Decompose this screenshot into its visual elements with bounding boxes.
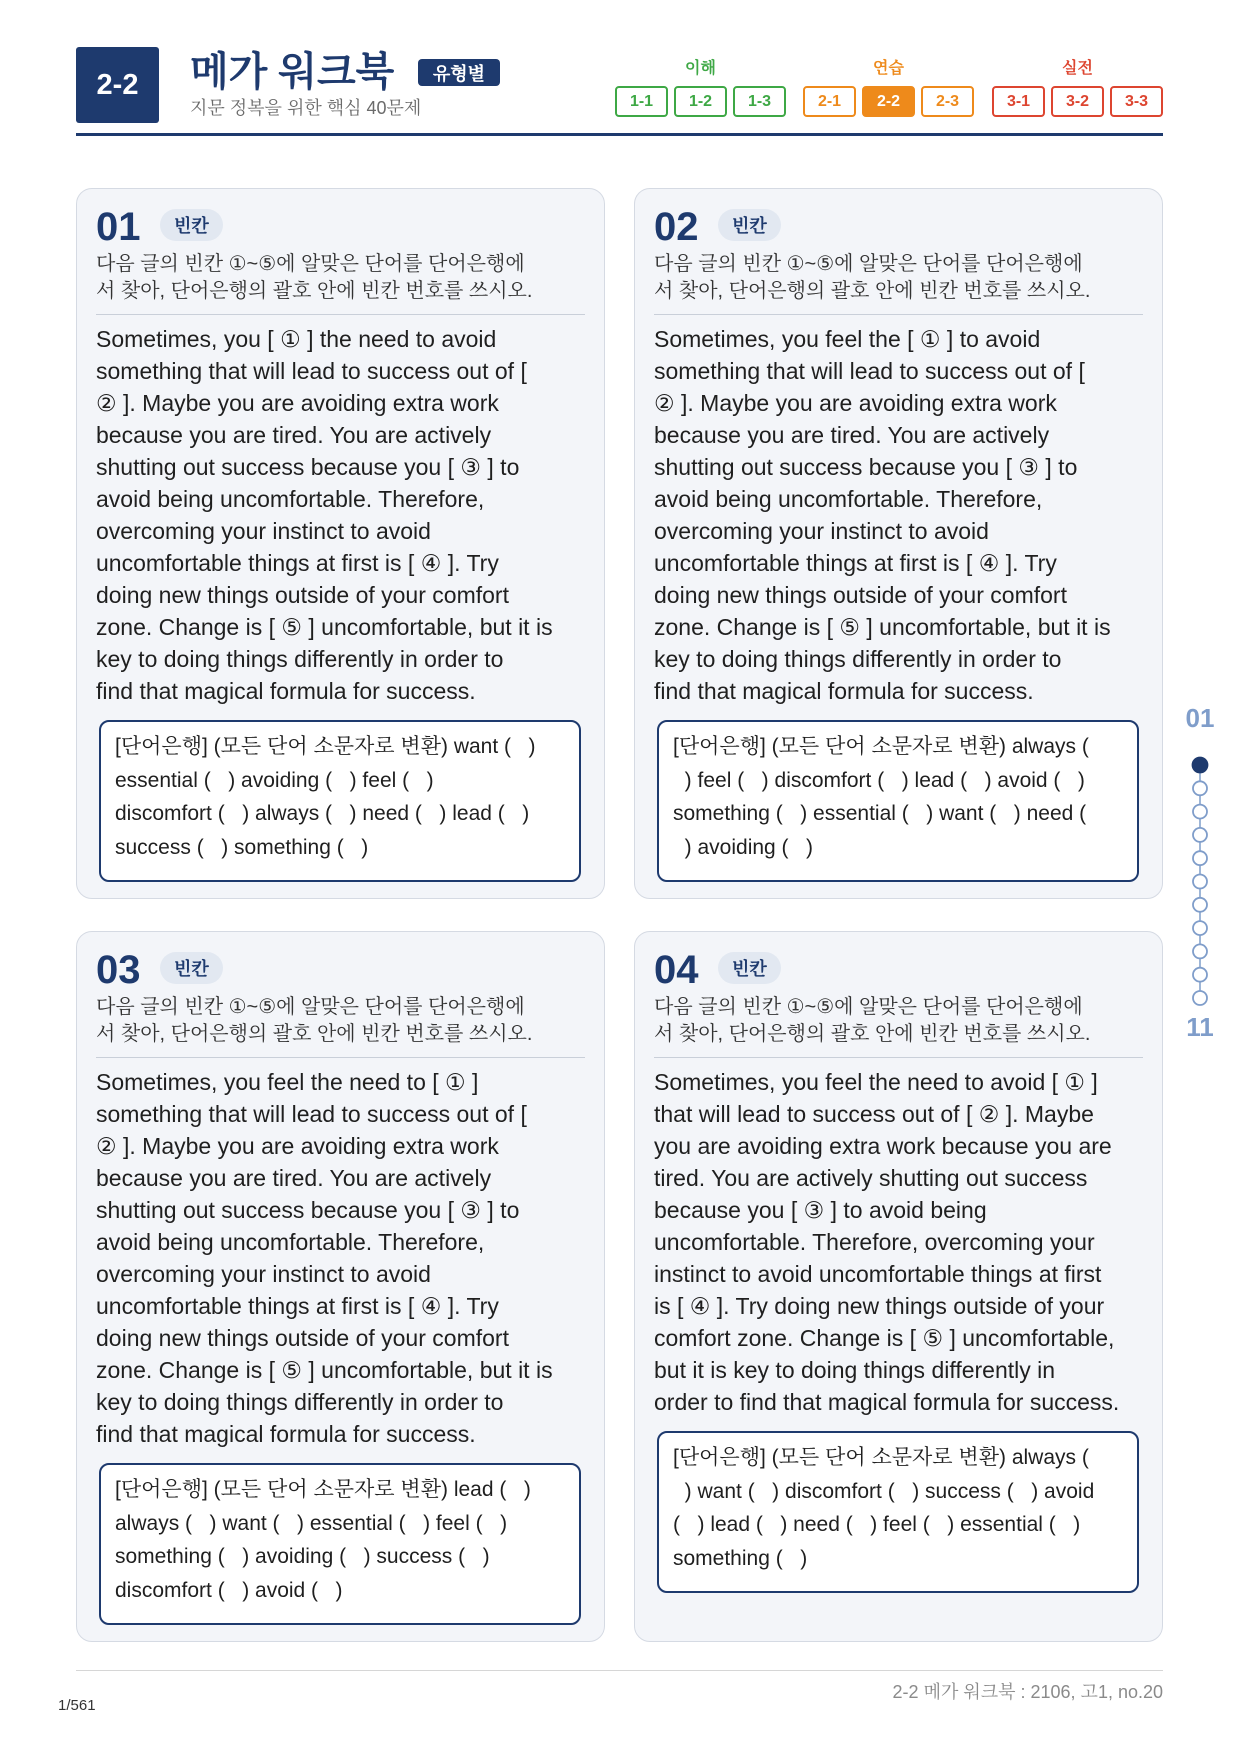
passage-line: but it is key to doing things differently in	[654, 1357, 1056, 1383]
level-group-understanding	[615, 58, 786, 117]
question-header	[654, 948, 1143, 992]
level-button-1-2[interactable]: 1-2	[674, 86, 727, 117]
passage-line: doing new things outside of your comfort	[96, 582, 509, 608]
passage-line: find that magical formula for success.	[96, 678, 476, 704]
level-button-2-1[interactable]: 2-1	[803, 86, 856, 117]
passage-line: is [ ④ ]. Try doing new things outside of your	[654, 1293, 1105, 1319]
passage-line: overcoming your instinct to avoid	[654, 518, 989, 544]
instruction-line: 다음 글의 빈칸 ①~⑤에 알맞은 단어를 단어은행에	[96, 996, 525, 1018]
index-dot	[1193, 851, 1207, 865]
passage-text	[96, 1066, 585, 1450]
index-dot	[1193, 921, 1207, 935]
passage-line: uncomfortable. Therefore, overcoming your	[654, 1229, 1095, 1255]
instruction-line: 다음 글의 빈칸 ①~⑤에 알맞은 단어를 단어은행에	[654, 996, 1083, 1018]
passage-line: doing new things outside of your comfort	[654, 582, 1067, 608]
question-type-badge: 빈칸	[718, 952, 781, 984]
page-title: 메가 워크북	[190, 50, 395, 94]
index-dot	[1193, 805, 1207, 819]
word-bank-line: always ( ) want ( ) essential ( ) feel ( )	[115, 1511, 508, 1535]
word-bank-line: success ( ) something ( )	[115, 835, 369, 859]
question-header	[96, 205, 585, 249]
question-instruction	[96, 994, 585, 1058]
passage-line: shutting out success because you [ ③ ] to	[96, 454, 520, 480]
question-header	[654, 205, 1143, 249]
side-index-end: 11	[1186, 1012, 1214, 1042]
passage-line: ② ]. Maybe you are avoiding extra work	[654, 390, 1057, 416]
passage-line: instinct to avoid uncomfortable things at first	[654, 1261, 1102, 1287]
level-label: 이해	[685, 60, 716, 77]
passage-line: because you are tired. You are actively	[654, 422, 1050, 448]
level-group-exam	[992, 58, 1163, 117]
passage-line: Sometimes, you feel the need to [ ① ]	[96, 1069, 479, 1095]
word-bank-box	[99, 720, 581, 882]
question-header	[96, 948, 585, 992]
word-bank-line: something ( )	[673, 1546, 808, 1570]
passage-line: comfort zone. Change is [ ⑤ ] uncomfortable,	[654, 1325, 1115, 1351]
page-number: 1/561	[58, 1697, 96, 1714]
passage-line: avoid being uncomfortable. Therefore,	[654, 486, 1043, 512]
instruction-line: 다음 글의 빈칸 ①~⑤에 알맞은 단어를 단어은행에	[654, 253, 1083, 275]
instruction-line: 서 찾아, 단어은행의 괄호 안에 빈칸 번호를 쓰시오.	[654, 280, 1091, 302]
level-button-1-1[interactable]: 1-1	[615, 86, 668, 117]
question-instruction	[654, 994, 1143, 1058]
passage-line: because you are tired. You are actively	[96, 1165, 492, 1191]
question-number: 02	[654, 205, 699, 249]
word-bank-line: [단어은행] (모든 단어 소문자로 변환) lead ( )	[115, 1478, 531, 1501]
passage-line: ② ]. Maybe you are avoiding extra work	[96, 1133, 499, 1159]
index-dot-current	[1193, 758, 1208, 773]
passage-line: find that magical formula for success.	[96, 1421, 476, 1447]
passage-line: because you are tired. You are actively	[96, 422, 492, 448]
level-buttons	[992, 86, 1163, 117]
word-bank-line: essential ( ) avoiding ( ) feel ( )	[115, 768, 434, 792]
word-bank-line: something ( ) avoiding ( ) success ( )	[115, 1545, 490, 1568]
passage-line: uncomfortable things at first is [ ④ ]. Try	[96, 1293, 499, 1319]
index-dot	[1193, 898, 1207, 912]
word-bank-line: ) want ( ) discomfort ( ) success ( ) avoid	[673, 1479, 1095, 1503]
question-type-badge: 빈칸	[160, 952, 223, 984]
passage-line: uncomfortable things at first is [ ④ ]. Try	[654, 550, 1057, 576]
passage-line: zone. Change is [ ⑤ ] uncomfortable, but it is	[96, 614, 553, 640]
question-type-badge: 빈칸	[160, 209, 223, 241]
passage-line: avoid being uncomfortable. Therefore,	[96, 486, 485, 512]
question-card-04	[634, 931, 1163, 1642]
unit-badge: 2-2	[76, 47, 159, 123]
question-instruction	[96, 251, 585, 315]
level-button-3-1[interactable]: 3-1	[992, 86, 1045, 117]
passage-line: you are avoiding extra work because you are	[654, 1133, 1112, 1159]
question-number: 04	[654, 948, 699, 992]
page-subtitle: 지문 정복을 위한 핵심 40문제	[190, 98, 422, 118]
question-type-badge: 빈칸	[718, 209, 781, 241]
passage-line: key to doing things differently in order to	[96, 1389, 504, 1415]
passage-line: tired. You are actively shutting out success	[654, 1165, 1088, 1191]
passage-line: something that will lead to success out of [	[96, 358, 527, 384]
word-bank-line: something ( ) essential ( ) want ( ) need (	[673, 802, 1087, 825]
word-bank-line: [단어은행] (모든 단어 소문자로 변환) always (	[673, 735, 1089, 758]
passage-line: shutting out success because you [ ③ ] to	[96, 1197, 520, 1223]
level-buttons	[615, 86, 786, 117]
passage-line: avoid being uncomfortable. Therefore,	[96, 1229, 485, 1255]
passage-text	[96, 323, 585, 707]
question-instruction	[654, 251, 1143, 315]
level-label: 연습	[873, 60, 904, 77]
word-bank-line: ) feel ( ) discomfort ( ) lead ( ) avoid ( )	[673, 768, 1085, 792]
word-bank-box	[657, 1431, 1139, 1593]
footer-source: 2-2 메가 워크북 : 2106, 고1, no.20	[892, 1682, 1163, 1702]
instruction-line: 서 찾아, 단어은행의 괄호 안에 빈칸 번호를 쓰시오.	[96, 1023, 533, 1045]
instruction-line: 다음 글의 빈칸 ①~⑤에 알맞은 단어를 단어은행에	[96, 253, 525, 275]
index-dot	[1193, 828, 1207, 842]
passage-line: key to doing things differently in order to	[654, 646, 1062, 672]
level-button-3-3[interactable]: 3-3	[1110, 86, 1163, 117]
question-number: 03	[96, 948, 141, 992]
level-button-2-2[interactable]: 2-2	[862, 86, 915, 117]
footer-divider	[76, 1670, 1163, 1671]
passage-line: shutting out success because you [ ③ ] to	[654, 454, 1078, 480]
word-bank-line: ) avoiding ( )	[673, 835, 814, 859]
word-bank-line: [단어은행] (모든 단어 소문자로 변환) want ( )	[115, 735, 536, 758]
question-number: 01	[96, 205, 141, 249]
passage-line: because you [ ③ ] to avoid being	[654, 1197, 987, 1223]
word-bank-line: [단어은행] (모든 단어 소문자로 변환) always (	[673, 1446, 1089, 1469]
side-index-start: 01	[1185, 703, 1215, 733]
instruction-line: 서 찾아, 단어은행의 괄호 안에 빈칸 번호를 쓰시오.	[96, 280, 533, 302]
level-button-1-3[interactable]: 1-3	[733, 86, 786, 117]
level-group-practice	[803, 58, 974, 117]
passage-line: find that magical formula for success.	[654, 678, 1034, 704]
level-label: 실전	[1062, 60, 1093, 77]
word-bank-line: discomfort ( ) always ( ) need ( ) lead ( )	[115, 802, 530, 825]
passage-text	[654, 1066, 1143, 1418]
question-card-03	[76, 931, 605, 1642]
passage-line: overcoming your instinct to avoid	[96, 518, 431, 544]
index-dot	[1193, 781, 1207, 795]
passage-line: something that will lead to success out of [	[96, 1101, 527, 1127]
passage-line: that will lead to success out of [ ② ]. Maybe	[654, 1101, 1094, 1127]
level-buttons	[803, 86, 974, 117]
passage-line: zone. Change is [ ⑤ ] uncomfortable, but it is	[654, 614, 1111, 640]
passage-text	[654, 323, 1143, 707]
passage-line: doing new things outside of your comfort	[96, 1325, 509, 1351]
passage-line: Sometimes, you feel the [ ① ] to avoid	[654, 326, 1041, 352]
category-tag: 유형별	[418, 59, 500, 86]
passage-line: zone. Change is [ ⑤ ] uncomfortable, but it is	[96, 1357, 553, 1383]
passage-line: something that will lead to success out of [	[654, 358, 1085, 384]
question-grid	[76, 188, 1163, 1642]
header-divider	[76, 133, 1163, 136]
question-card-01	[76, 188, 605, 899]
passage-line: Sometimes, you [ ① ] the need to avoid	[96, 326, 497, 352]
index-dot	[1193, 968, 1207, 982]
instruction-line: 서 찾아, 단어은행의 괄호 안에 빈칸 번호를 쓰시오.	[654, 1023, 1091, 1045]
passage-line: overcoming your instinct to avoid	[96, 1261, 431, 1287]
passage-line: key to doing things differently in order to	[96, 646, 504, 672]
index-dot	[1193, 944, 1207, 958]
level-button-3-2[interactable]: 3-2	[1051, 86, 1104, 117]
passage-line: order to find that magical formula for success.	[654, 1389, 1120, 1415]
word-bank-line: ( ) lead ( ) need ( ) feel ( ) essential ( )	[673, 1513, 1081, 1536]
passage-line: Sometimes, you feel the need to avoid [ ① ]	[654, 1069, 1098, 1095]
word-bank-line: discomfort ( ) avoid ( )	[115, 1578, 343, 1602]
side-index-dots	[1190, 755, 1210, 1009]
level-button-2-3[interactable]: 2-3	[921, 86, 974, 117]
index-dot	[1193, 991, 1207, 1005]
passage-line: ② ]. Maybe you are avoiding extra work	[96, 390, 499, 416]
word-bank-box	[99, 1463, 581, 1625]
question-card-02	[634, 188, 1163, 899]
word-bank-box	[657, 720, 1139, 882]
passage-line: uncomfortable things at first is [ ④ ]. Try	[96, 550, 499, 576]
index-dot	[1193, 875, 1207, 889]
